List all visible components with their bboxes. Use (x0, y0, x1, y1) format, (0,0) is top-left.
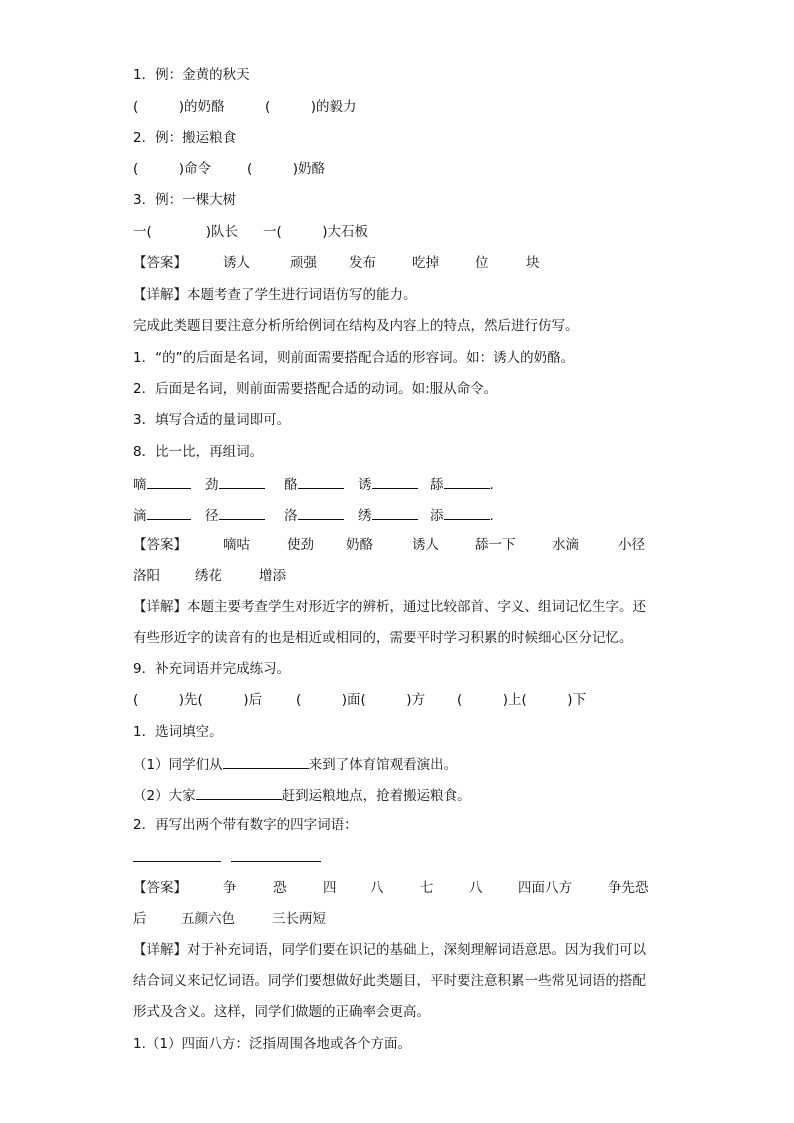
answer-blank (219, 474, 265, 489)
blank-item: ( )面( )方 (296, 692, 426, 708)
answer-item: 使劲 (287, 537, 314, 553)
detail-tag: 【详解】 (133, 599, 187, 615)
answer-tag: 【答案】 (133, 880, 187, 896)
item-text: （1）同学们从 (133, 757, 223, 773)
blank-item: ( )的毅力 (265, 99, 357, 115)
answer-blank (223, 754, 309, 769)
answer-blank (219, 505, 265, 520)
char: 舔 (430, 477, 444, 493)
answer-item: 四面八方 (518, 880, 572, 896)
q8-detail-line1 (133, 598, 646, 616)
answer-item: 八 (469, 880, 483, 896)
answer-blank (133, 847, 221, 862)
answer-item: 四 (323, 880, 337, 896)
answer-item: 发布 (349, 255, 376, 271)
answer-blank (298, 505, 344, 520)
answer-blank (231, 847, 321, 862)
q8-title: 8．比一比，再组词。 (133, 444, 264, 460)
q9-detail-line2: 结合词义来记忆词语。同学们要想做好此类题目，平时要注意积累一些常见词语的搭配 (133, 973, 646, 989)
q9-detail-line3: 形式及含义。这样，同学们做题的正确率会更高。 (133, 1004, 430, 1020)
blank-item: ( )奶酪 (247, 161, 326, 177)
answer-blank (372, 474, 418, 489)
blank-item: ( )命令 (133, 161, 212, 177)
answer-tag: 【答案】 (133, 537, 187, 553)
char: 滴 (133, 508, 147, 524)
q8-detail-line2: 有些形近字的读音有的也是相近或相同的，需要平时学习积累的时候细心区分记忆。 (133, 630, 633, 646)
q9-sub1-item1 (133, 754, 457, 774)
answer-item: 块 (526, 255, 540, 271)
q7-detail-lead (133, 286, 417, 304)
answer-blank (147, 505, 191, 520)
q9-sub2: 2．再写出两个带有数字的四字词语： (133, 817, 358, 833)
answer-item: 吃掉 (412, 255, 439, 271)
q7-detail-p4: 3．填写合适的量词即可。 (133, 412, 291, 428)
answer-item: 顽强 (290, 255, 317, 271)
blank-item: ( )先( )后 (133, 692, 263, 708)
answer-item: 七 (420, 880, 434, 896)
answer-blank (372, 505, 418, 520)
char: 洛 (284, 508, 298, 524)
answer-item: 绣花 (195, 568, 222, 584)
q9-sub2-blanks (133, 847, 321, 867)
q9-sub1-item2 (133, 785, 471, 805)
item-text: 来到了体育馆观看演出。 (308, 757, 458, 773)
answer-item: 嘀咕 (223, 537, 250, 553)
char: 酪 (284, 477, 298, 493)
answer-item: 三长两短 (272, 911, 326, 927)
answer-item: 五颜六色 (181, 911, 235, 927)
q9-detail-line1 (133, 941, 646, 959)
answer-item: 恐 (273, 880, 287, 896)
answer-item: 后 (133, 911, 147, 927)
q7-detail-p1: 完成此类题目要注意分析所给例词在结构及内容上的特点，然后进行仿写。 (133, 318, 579, 334)
char: 嘀 (133, 477, 147, 493)
answer-item: 水滴 (552, 537, 579, 553)
q9-sub1: 1．选词填空。 (133, 724, 223, 740)
item-text: 赶到运粮地点，抢着搬运粮食。 (281, 788, 471, 804)
char: 劲 (205, 477, 219, 493)
detail-tag: 【详解】 (133, 942, 187, 958)
blank-item: ( )的奶酪 (133, 99, 225, 115)
answer-item: 八 (370, 880, 384, 896)
blank-item: 一( )队长 (133, 224, 239, 240)
blank-item: 一( )大石板 (263, 224, 369, 240)
char: 添 (430, 508, 444, 524)
char: 绣 (358, 508, 372, 524)
char: 诱 (358, 477, 372, 493)
answer-item: 增添 (259, 568, 286, 584)
item-text: （2）大家 (133, 788, 196, 804)
answer-blank (298, 474, 344, 489)
detail-tag: 【详解】 (133, 287, 187, 303)
answer-item: 奶酪 (346, 537, 373, 553)
q7-detail-p2: 1．“的”的后面是名词，则前面需要搭配合适的形容词。如：诱人的奶酪。 (133, 350, 575, 366)
answer-blank (147, 474, 191, 489)
char: 径 (205, 508, 219, 524)
answer-item: 争 (223, 880, 237, 896)
answer-blank (196, 785, 282, 800)
answer-item: 诱人 (412, 537, 439, 553)
end-mark: . (489, 508, 494, 524)
q9-detail-line4: 1.（1）四面八方：泛指周围各地或各个方面。 (133, 1036, 411, 1052)
q7-sub2-label: 2．例：搬运粮食 (133, 130, 237, 146)
q7-sub1-label: 1．例：金黄的秋天 (133, 67, 250, 83)
answer-tag: 【答案】 (133, 255, 187, 271)
answer-item: 洛阳 (133, 568, 160, 584)
detail-text: 本题主要考查学生对形近字的辨析，通过比较部首、字义、组词记忆生字。还 (187, 599, 646, 615)
answer-item: 小径 (618, 537, 645, 553)
blank-item: ( )上( )下 (457, 692, 587, 708)
q9-title: 9．补充词语并完成练习。 (133, 661, 291, 677)
answer-item: 舔一下 (475, 537, 516, 553)
q7-sub3-label: 3．例：一棵大树 (133, 192, 237, 208)
detail-text: 本题考查了学生进行词语仿写的能力。 (187, 287, 417, 303)
q7-detail-p3: 2．后面是名词，则前面需要搭配合适的动词。如:服从命令。 (133, 381, 498, 397)
answer-blank (444, 474, 490, 489)
answer-item: 位 (475, 255, 489, 271)
answer-item: 争先恐 (608, 880, 649, 896)
end-mark: . (489, 477, 494, 493)
answer-item: 诱人 (223, 255, 250, 271)
answer-blank (444, 505, 490, 520)
detail-text: 对于补充词语，同学们要在识记的基础上，深刻理解词语意思。因为我们可以 (187, 942, 646, 958)
